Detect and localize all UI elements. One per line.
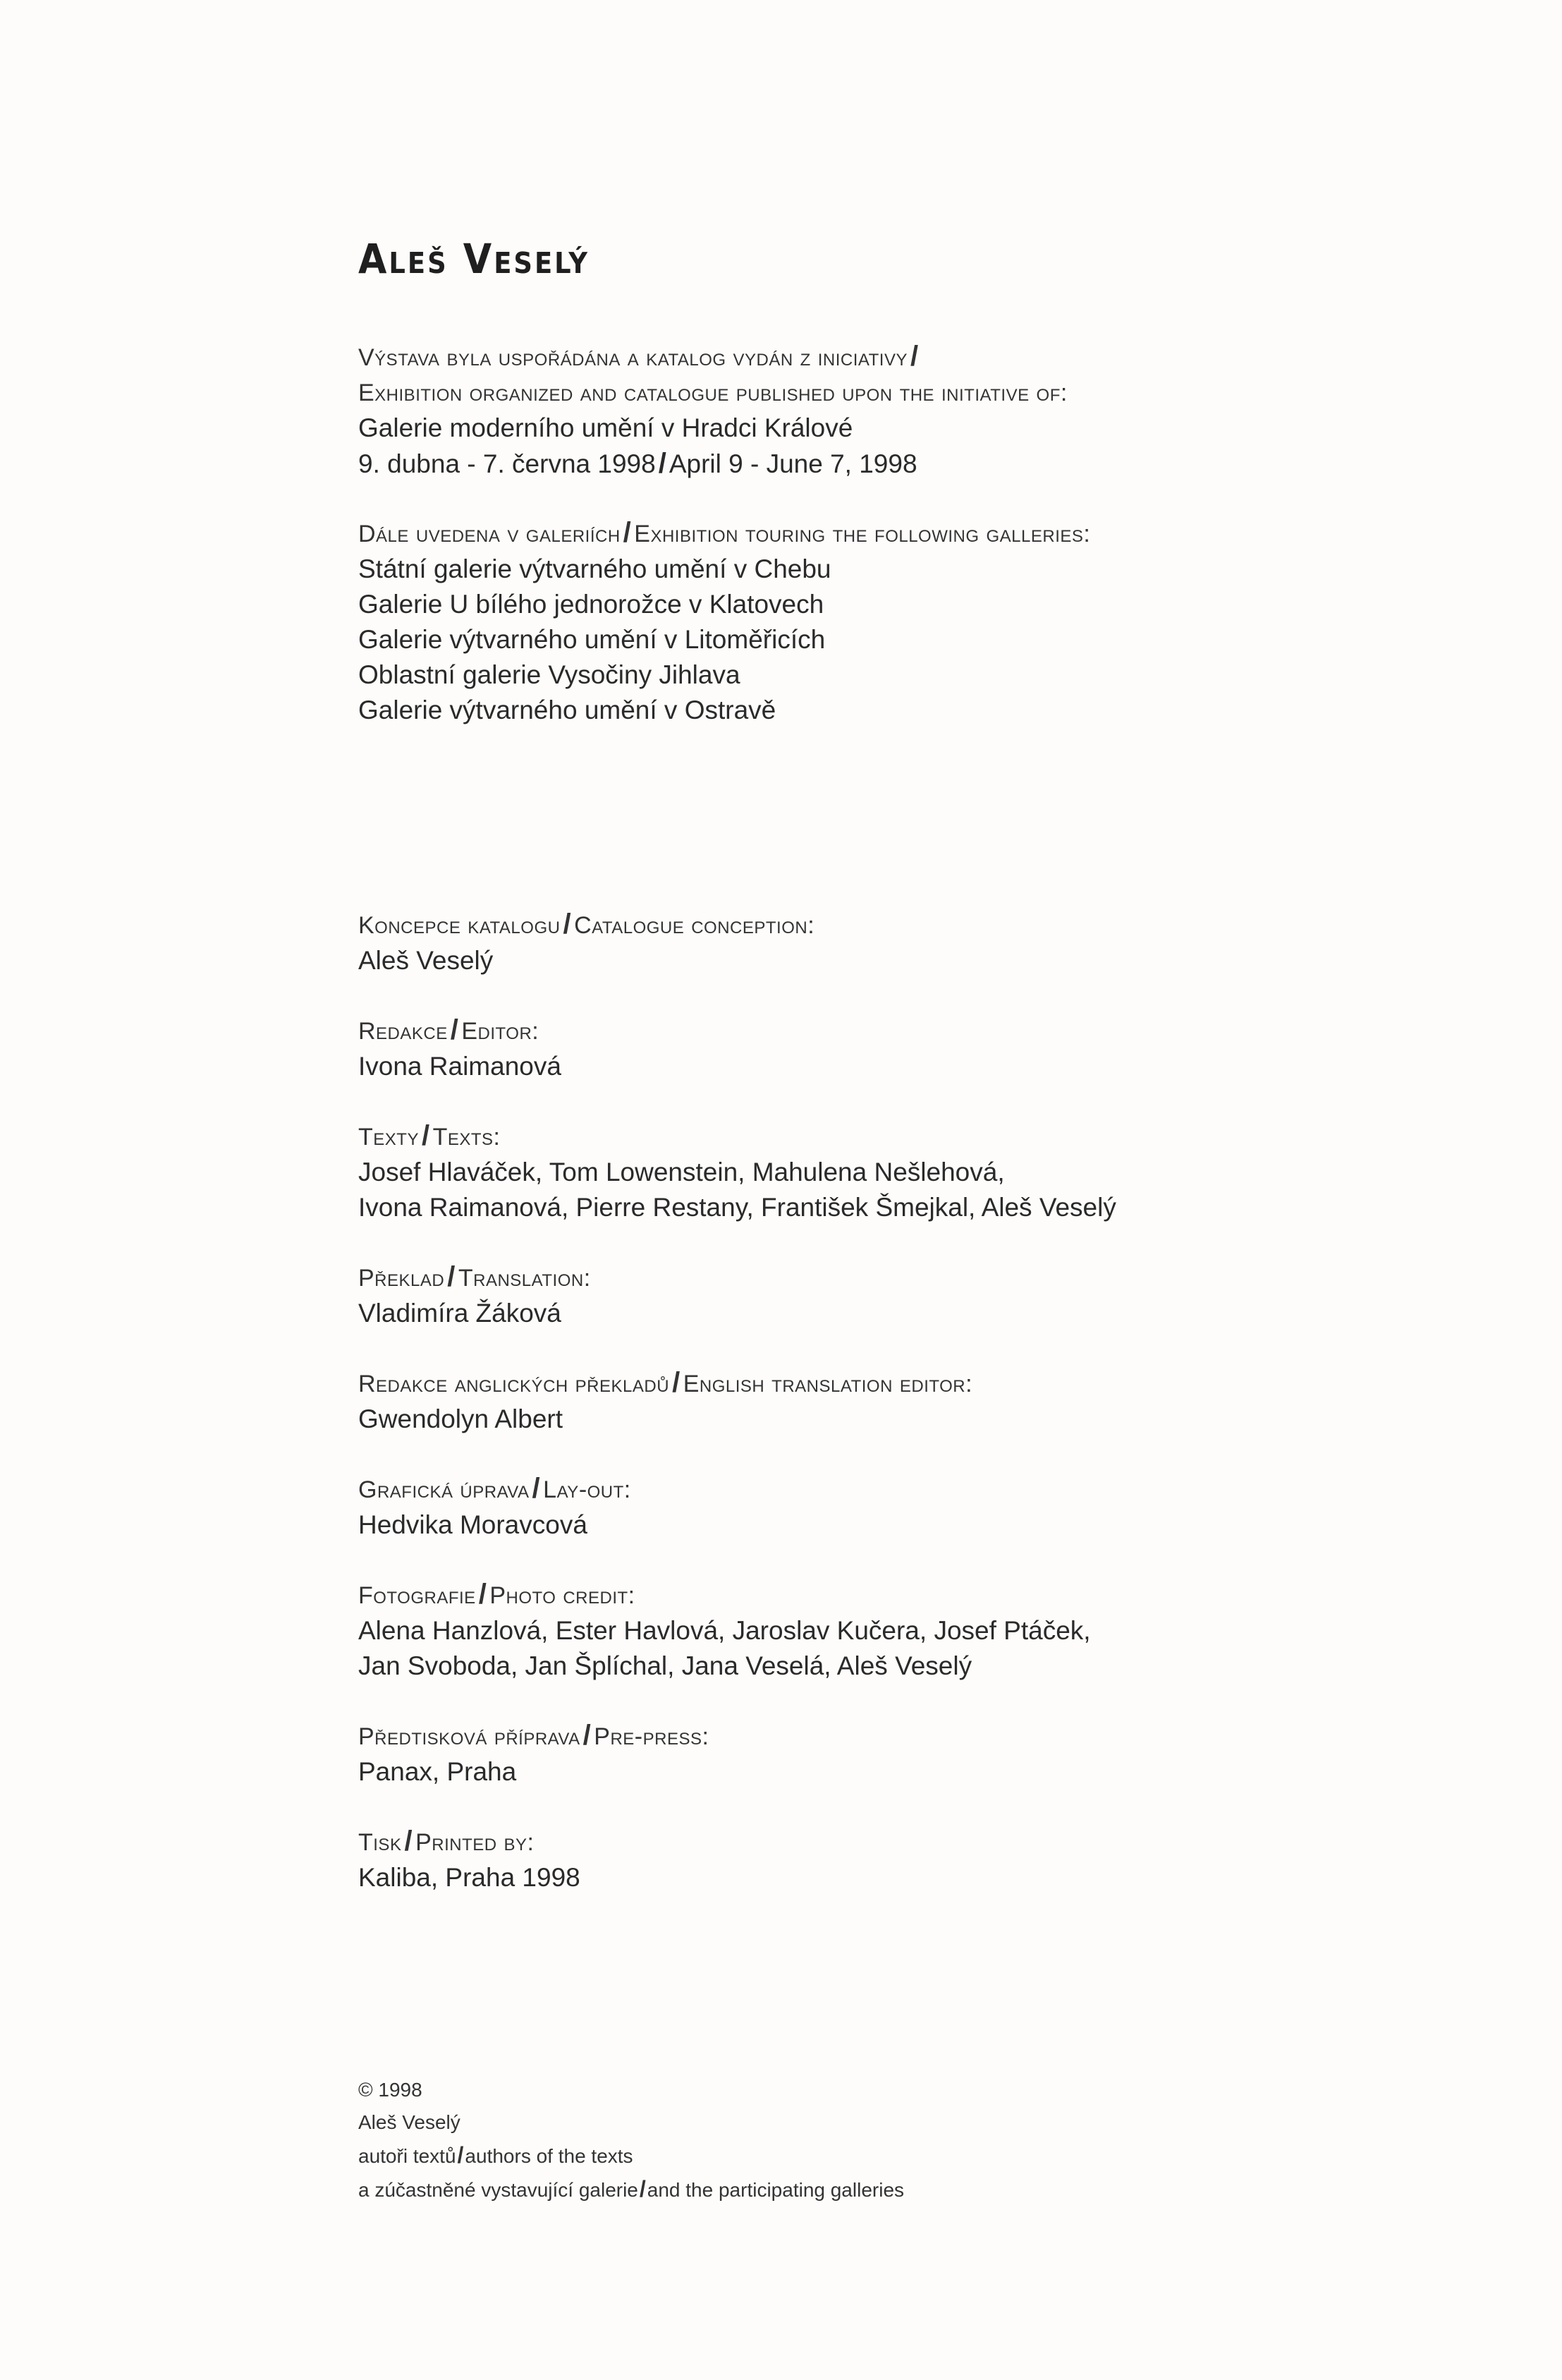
credit-editor [358,1012,561,1084]
credit-label-cz: Redakce anglických překladů [358,1371,670,1397]
credit-value: Panax, Praha [358,1757,517,1786]
separator-slash: / [532,1473,541,1504]
copyright-authors-en: authors of the texts [465,2145,633,2167]
credit-label [358,1118,1116,1155]
copyright-galleries-en: and the participating galleries [647,2179,905,2201]
separator-slash: / [404,1826,413,1857]
credit-value: Jan Svoboda, Jan Šplíchal, Jana Veselá, Aleš Veselý [358,1651,972,1680]
credit-value: Kaliba, Praha 1998 [358,1863,580,1892]
credit-label-cz: Předtisková příprava [358,1723,580,1750]
intro-dates-cz: 9. dubna - 7. června 1998 [358,449,656,478]
tour-block [358,515,1090,728]
credit-label-cz: Překlad [358,1265,445,1292]
credit-printed [358,1823,580,1895]
credit-value: Ivona Raimanová [358,1052,561,1081]
credit-label-cz: Grafická úprava [358,1476,530,1503]
separator-slash: / [447,1261,456,1292]
tour-gallery-5: Galerie výtvarného umění v Ostravě [358,696,776,724]
separator-slash: / [910,341,919,372]
tour-label-en: Exhibition touring the following galleries: [634,521,1091,547]
credit-label [358,1823,580,1860]
tour-label-cz: Dále uvedena v galeriích [358,521,621,547]
intro-label-cz: Výstava byla uspořádána a katalog vydán z iniciativy [358,344,908,371]
credit-label-cz: Tisk [358,1829,402,1856]
credit-value: Gwendolyn Albert [358,1404,563,1433]
intro-dates [358,446,1068,482]
credit-value: Hedvika Moravcová [358,1510,587,1539]
credit-label [358,1012,561,1049]
credit-label-en: Editor: [461,1018,539,1045]
credit-label-cz: Redakce [358,1018,448,1045]
intro-label-en: Exhibition organized and catalogue published upon the initiative of: [358,380,1068,406]
credit-texts [358,1118,1116,1225]
copyright-galleries-cz: a zúčastněné vystavující galerie [358,2179,638,2201]
credit-translation [358,1259,591,1331]
credit-label [358,906,814,943]
credit-value: Aleš Veselý [358,946,494,975]
credit-label-en: Photo credit: [489,1582,635,1609]
credit-value: Ivona Raimanová, Pierre Restany, František Šmejkal, Aleš Veselý [358,1193,1116,1222]
credit-label-cz: Fotografie [358,1582,476,1609]
credit-label-cz: Texty [358,1124,419,1150]
credit-label-en: English translation editor: [683,1371,973,1397]
copyright-block [358,2074,904,2206]
separator-slash: / [582,1720,592,1751]
credit-label [358,1471,631,1507]
copyright-authors [358,2139,904,2173]
credit-label-en: Texts: [432,1124,501,1150]
intro-gallery: Galerie moderního umění v Hradci Králové [358,413,853,442]
copyright-owner: Aleš Veselý [358,2111,460,2133]
credit-label-cz: Koncepce katalogu [358,912,561,939]
tour-gallery-4: Oblastní galerie Vysočiny Jihlava [358,660,740,689]
tour-gallery-1: Státní galerie výtvarného umění v Chebu [358,554,831,583]
credit-label-en: Pre-press: [594,1723,709,1750]
separator-slash: / [563,909,572,940]
separator-slash: / [457,2142,464,2168]
credit-translation-editor [358,1365,972,1437]
copyright-authors-cz: autoři textů [358,2145,456,2167]
credit-prepress [358,1718,709,1790]
credit-label [358,1577,1091,1613]
tour-gallery-3: Galerie výtvarného umění v Litoměřicích [358,625,826,654]
separator-slash: / [450,1014,459,1045]
credit-label [358,1259,591,1296]
credit-value: Vladimíra Žáková [358,1299,561,1328]
separator-slash: / [672,1367,681,1398]
credit-label-en: Catalogue conception: [574,912,815,939]
credit-label-en: Lay-out: [543,1476,631,1503]
copyright-galleries [358,2173,904,2206]
credit-label [358,1365,972,1402]
separator-slash: / [478,1579,487,1610]
credit-label [358,1718,709,1754]
separator-slash: / [623,517,632,548]
tour-label [358,515,1090,552]
separator-slash: / [658,448,666,479]
credit-label-en: Translation: [458,1265,591,1292]
credit-conception [358,906,814,978]
separator-slash: / [421,1120,430,1151]
tour-gallery-2: Galerie U bílého jednorožce v Klatovech [358,590,824,619]
credit-label-en: Printed by: [415,1829,535,1856]
intro-dates-en: April 9 - June 7, 1998 [669,449,917,478]
copyright-year: © 1998 [358,2079,422,2101]
credit-layout [358,1471,631,1543]
intro-label [358,339,1068,375]
credit-value: Alena Hanzlová, Ester Havlová, Jaroslav Kučera, Josef Ptáček, [358,1616,1091,1645]
separator-slash: / [639,2176,646,2202]
intro-block [358,339,1068,482]
page-title: Aleš Veselý [358,235,590,283]
credit-value: Josef Hlaváček, Tom Lowenstein, Mahulena Nešlehová, [358,1158,1005,1186]
credit-photo [358,1577,1091,1684]
